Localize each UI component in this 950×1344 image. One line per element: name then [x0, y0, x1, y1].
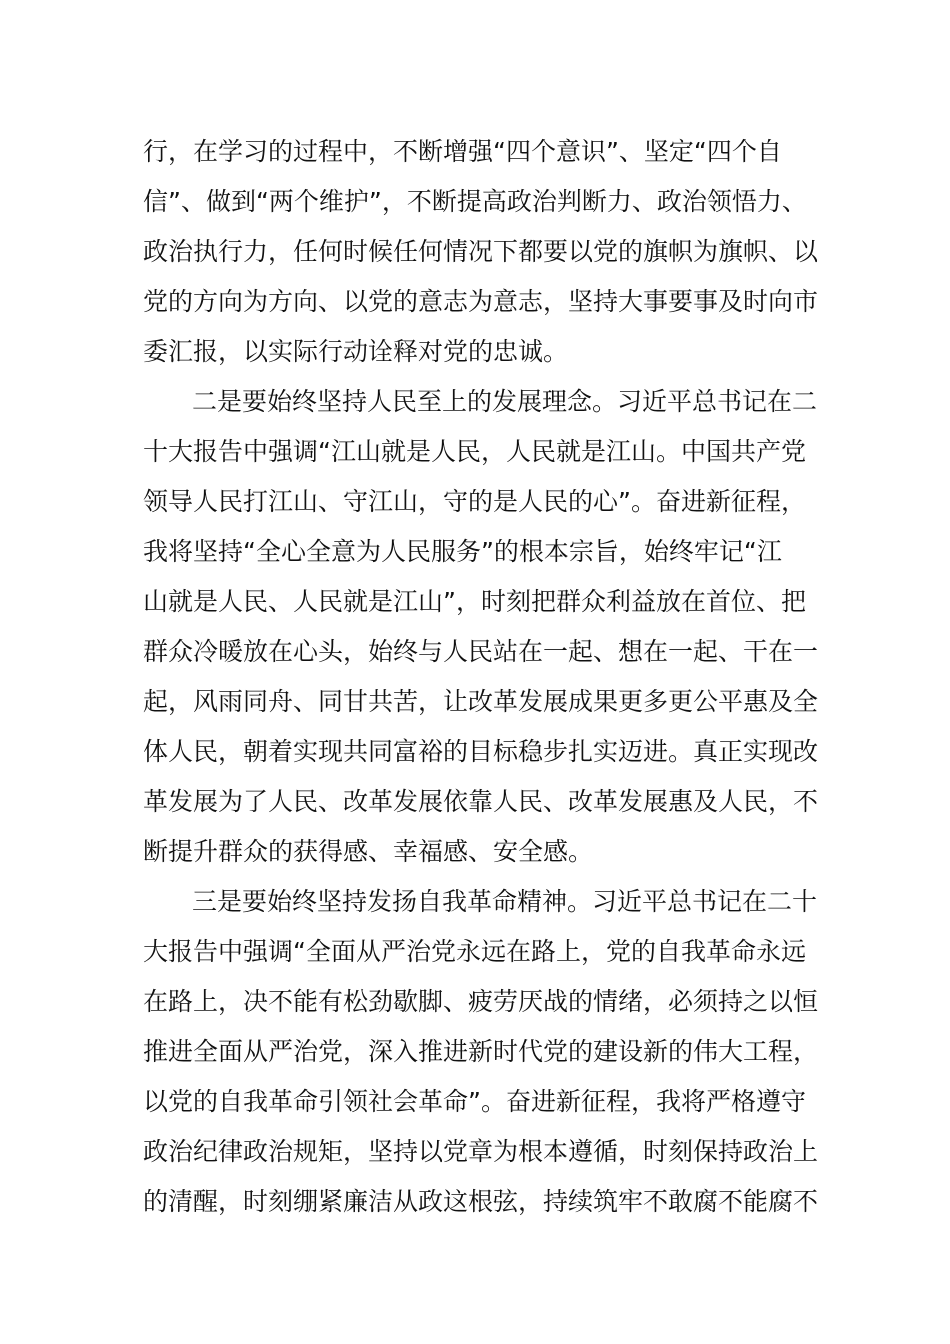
text-line: 十大报告中强调“江山就是人民，人民就是江山。中国共产党 — [143, 437, 806, 466]
text-line: 信”、做到“两个维护”，不断提高政治判断力、政治领悟力、 — [143, 187, 807, 216]
text-line: 领导人民打江山、守江山，守的是人民的心”。奋进新征程， — [143, 487, 806, 516]
text-line: 政治执行力，任何时候任何情况下都要以党的旗帜为旗帜、以 — [143, 237, 819, 266]
text-line: 起，风雨同舟、同甘共苦，让改革发展成果更多更公平惠及全 — [143, 687, 819, 716]
text-line: 党的方向为方向、以党的意志为意志，坚持大事要事及时向市 — [143, 287, 819, 316]
text-line: 委汇报，以实际行动诠释对党的忠诚。 — [143, 337, 569, 366]
text-line: 群众冷暖放在心头，始终与人民站在一起、想在一起、干在一 — [143, 637, 819, 666]
paragraph-start-line: 二是要始终坚持人民至上的发展理念。习近平总书记在二 — [192, 387, 818, 416]
text-line: 以党的自我革命引领社会革命”。奋进新征程，我将严格遵守 — [143, 1087, 806, 1116]
text-line: 大报告中强调“全面从严治党永远在路上，党的自我革命永远 — [143, 937, 806, 966]
body-text — [143, 127, 823, 1227]
text-line: 的清醒，时刻绷紧廉洁从政这根弦，持续筑牢不敢腐不能腐不 — [143, 1187, 819, 1216]
text-line: 体人民，朝着实现共同富裕的目标稳步扎实迈进。真正实现改 — [143, 737, 819, 766]
text-line: 在路上，决不能有松劲歇脚、疲劳厌战的情绪，必须持之以恒 — [143, 987, 819, 1016]
text-line: 山就是人民、人民就是江山”，时刻把群众利益放在首位、把 — [143, 587, 806, 616]
text-line: 我将坚持“全心全意为人民服务”的根本宗旨，始终牢记“江 — [143, 537, 782, 566]
paragraph-start-line: 三是要始终坚持发扬自我革命精神。习近平总书记在二十 — [192, 887, 818, 916]
text-line: 政治纪律政治规矩，坚持以党章为根本遵循，时刻保持政治上 — [143, 1137, 819, 1166]
text-line: 行，在学习的过程中，不断增强“四个意识”、坚定“四个自 — [143, 137, 782, 166]
text-line: 推进全面从严治党，深入推进新时代党的建设新的伟大工程， — [143, 1037, 819, 1066]
text-line: 革发展为了人民、改革发展依靠人民、改革发展惠及人民，不 — [143, 787, 819, 816]
text-line: 断提升群众的获得感、幸福感、安全感。 — [143, 837, 594, 866]
